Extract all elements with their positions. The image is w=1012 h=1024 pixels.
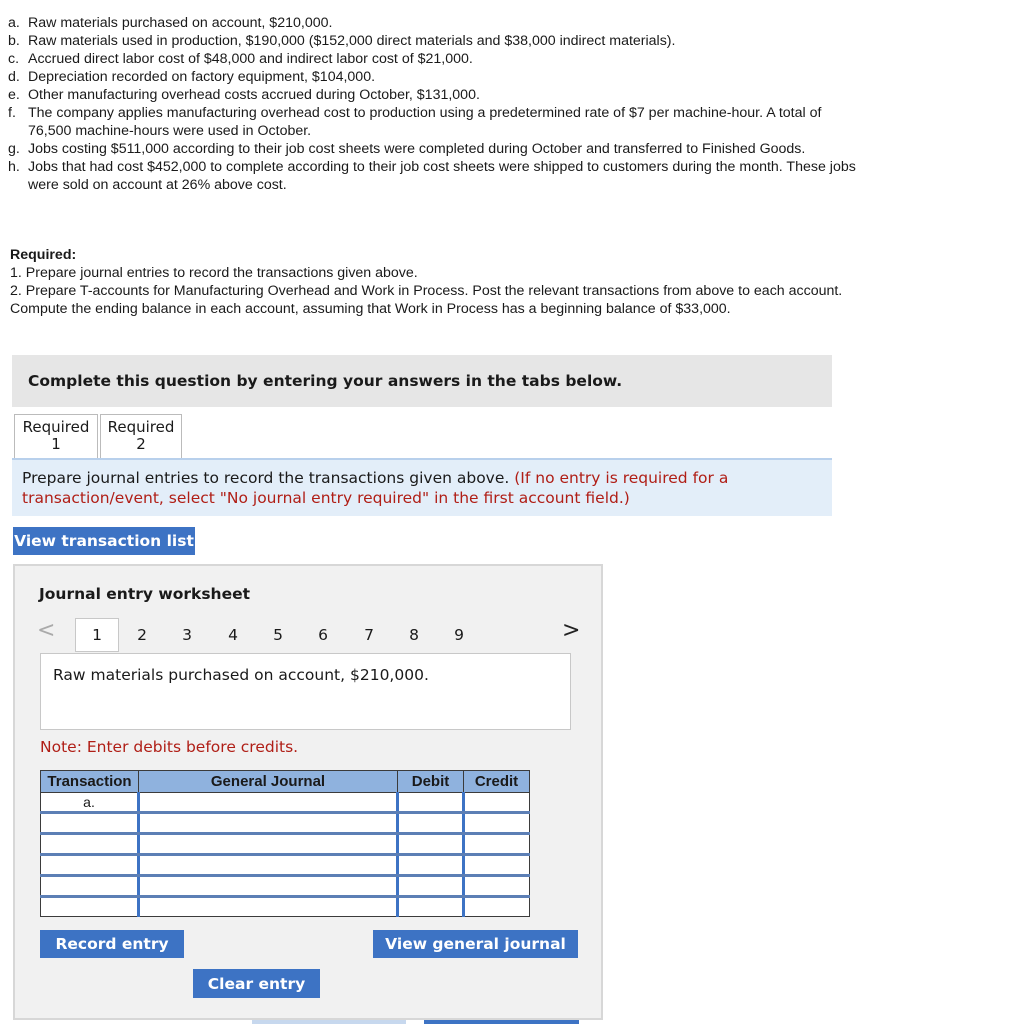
debit-input[interactable] <box>398 855 464 876</box>
clear-entry-button[interactable]: Clear entry <box>193 969 320 998</box>
required-line-1: 1. Prepare journal entries to record the transactions given above. <box>10 265 418 281</box>
account-input[interactable] <box>139 813 398 834</box>
table-row <box>41 834 530 855</box>
problem-item-h: h. Jobs that had cost $452,000 to complete according to their job cost sheets were shipped to customers during the month. These jobs were sold on account at 26% above cost. <box>8 159 856 193</box>
tab-required-2-line2: 2 <box>136 435 146 453</box>
view-transaction-list-button[interactable]: View transaction list <box>13 527 195 555</box>
tab-required-1[interactable] <box>14 414 98 459</box>
page-5[interactable]: 5 <box>273 626 283 644</box>
required-section <box>10 246 860 318</box>
bottom-tab-hint-right <box>424 1020 579 1024</box>
credit-input[interactable] <box>464 897 530 917</box>
credit-input[interactable] <box>464 834 530 855</box>
problem-item-a: a. Raw materials purchased on account, $210,000. <box>8 15 333 31</box>
record-entry-button[interactable]: Record entry <box>40 930 184 958</box>
required-line-2: 2. Prepare T-accounts for Manufacturing Overhead and Work in Process. Post the relevant transactions from above to each account. Compute the ending balance in each account, assuming that Work in Process has a beginning balance of $33,000. <box>10 283 843 317</box>
tab-required-2[interactable] <box>100 414 182 459</box>
page-3[interactable]: 3 <box>182 626 192 644</box>
debit-input[interactable] <box>398 793 464 813</box>
transaction-description: Raw materials purchased on account, $210,000. <box>40 653 571 730</box>
instructions-banner: Complete this question by entering your answers in the tabs below. <box>12 355 832 407</box>
entry-pager <box>37 618 587 654</box>
bottom-tab-hint-left <box>252 1020 406 1024</box>
credit-input[interactable] <box>464 793 530 813</box>
transaction-cell <box>41 834 139 855</box>
journal-entry-worksheet <box>13 564 603 1020</box>
transaction-cell <box>41 813 139 834</box>
page-8[interactable]: 8 <box>409 626 419 644</box>
table-row <box>41 855 530 876</box>
table-row <box>41 813 530 834</box>
tab-required-1-line1: Required <box>22 418 90 436</box>
account-input[interactable] <box>139 897 398 917</box>
problem-item-d: d. Depreciation recorded on factory equipment, $104,000. <box>8 69 376 85</box>
table-row <box>41 793 530 813</box>
instruction-hint: (If no entry is required for a transaction/event, select "No journal entry required" in the first account field.) <box>22 469 729 507</box>
page-4[interactable]: 4 <box>228 626 238 644</box>
chevron-right-icon[interactable]: > <box>562 618 581 643</box>
table-row <box>41 897 530 917</box>
problem-item-f: f. The company applies manufacturing overhead cost to production using a predetermined rate of $7 per machine-hour. A total of 76,500 machine-hours were used in October. <box>8 105 822 139</box>
account-input[interactable] <box>139 793 398 813</box>
debit-input[interactable] <box>398 876 464 897</box>
credit-input[interactable] <box>464 855 530 876</box>
page-6[interactable]: 6 <box>318 626 328 644</box>
transaction-cell: a. <box>41 793 139 813</box>
table-row <box>41 876 530 897</box>
journal-table <box>40 770 530 917</box>
debit-input[interactable] <box>398 813 464 834</box>
problem-item-c: c. Accrued direct labor cost of $48,000 and indirect labor cost of $21,000. <box>8 51 473 67</box>
page-1[interactable]: 1 <box>75 618 119 652</box>
debit-credit-note: Note: Enter debits before credits. <box>40 738 299 756</box>
chevron-left-icon[interactable]: < <box>37 618 56 643</box>
account-input[interactable] <box>139 855 398 876</box>
col-debit: Debit <box>398 771 464 793</box>
view-general-journal-button[interactable]: View general journal <box>373 930 578 958</box>
page-7[interactable]: 7 <box>364 626 374 644</box>
page-9[interactable]: 9 <box>454 626 464 644</box>
transaction-cell <box>41 876 139 897</box>
problem-item-e: e. Other manufacturing overhead costs accrued during October, $131,000. <box>8 87 480 103</box>
tab-required-1-line2: 1 <box>51 435 61 453</box>
account-input[interactable] <box>139 876 398 897</box>
col-credit: Credit <box>464 771 530 793</box>
page-2[interactable]: 2 <box>137 626 147 644</box>
problem-statement <box>8 14 858 194</box>
instruction-main: Prepare journal entries to record the transactions given above. <box>22 469 510 487</box>
tab-required-2-line1: Required <box>107 418 175 436</box>
required-tabs <box>14 414 184 459</box>
problem-item-g: g. Jobs costing $511,000 according to their job cost sheets were completed during October and transferred to Finished Goods. <box>8 141 806 157</box>
worksheet-title: Journal entry worksheet <box>39 585 251 603</box>
tab-instruction <box>12 458 832 516</box>
transaction-cell <box>41 855 139 876</box>
col-transaction: Transaction <box>41 771 139 793</box>
required-title: Required: <box>10 247 77 263</box>
credit-input[interactable] <box>464 876 530 897</box>
debit-input[interactable] <box>398 834 464 855</box>
col-general-journal: General Journal <box>139 771 398 793</box>
credit-input[interactable] <box>464 813 530 834</box>
problem-item-b: b. Raw materials used in production, $190,000 ($152,000 direct materials and $38,000 indirect materials). <box>8 33 676 49</box>
transaction-cell <box>41 897 139 917</box>
account-input[interactable] <box>139 834 398 855</box>
debit-input[interactable] <box>398 897 464 917</box>
